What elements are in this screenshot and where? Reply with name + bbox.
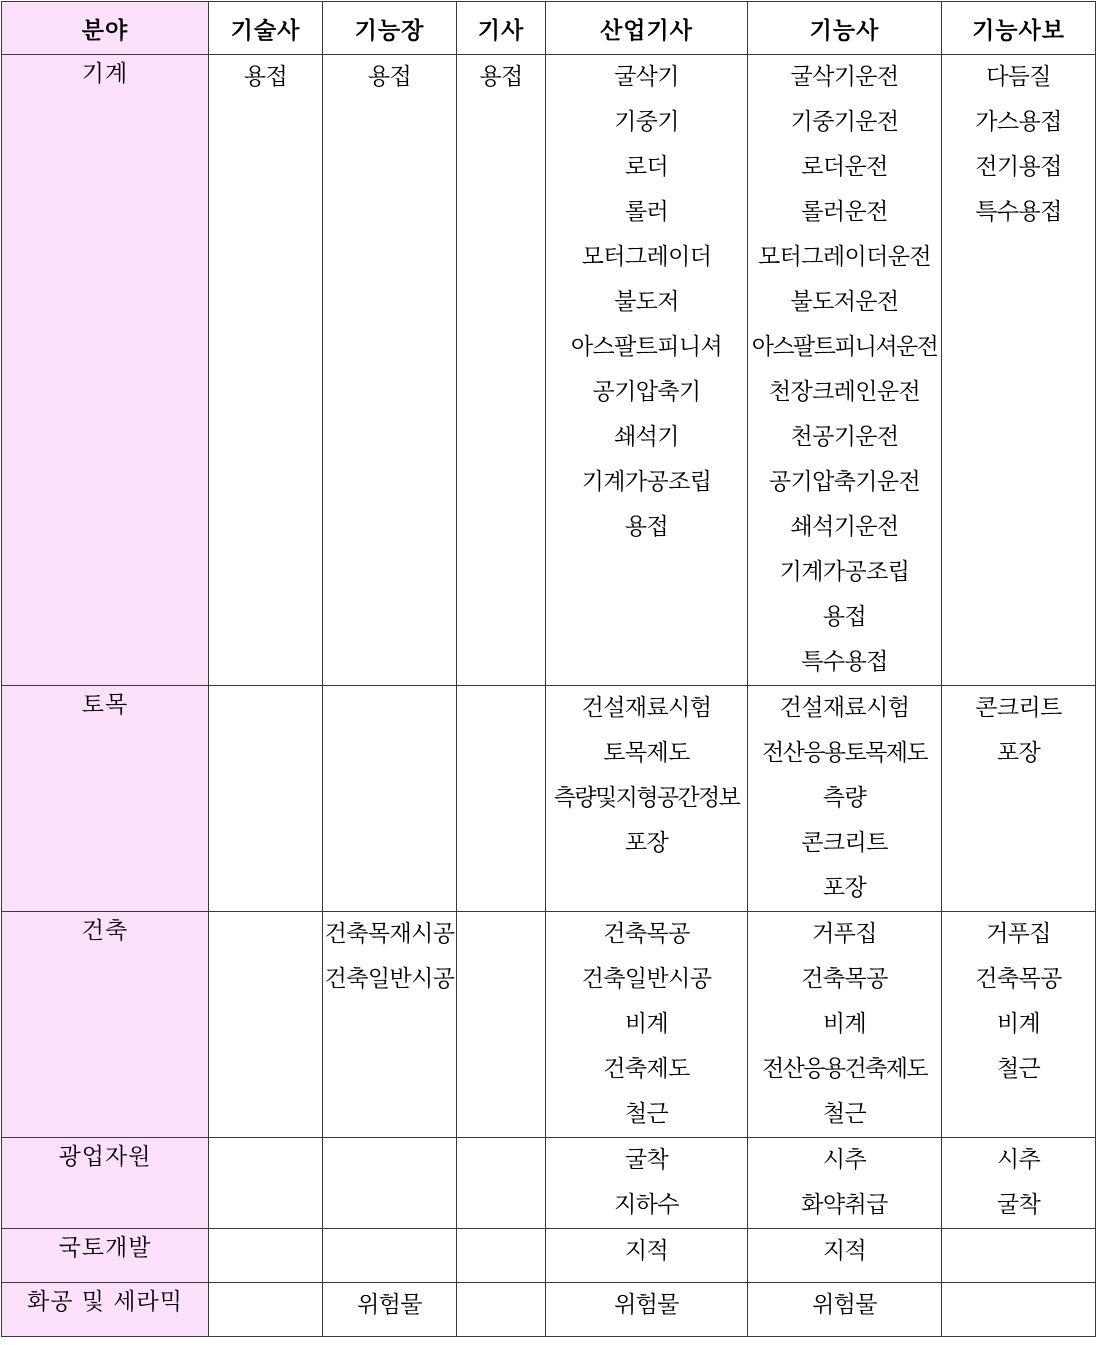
- qualification-item: 시추: [996, 1147, 1041, 1173]
- qualification-item: 공기압축기: [592, 379, 701, 405]
- qualification-item: 굴착: [624, 1147, 669, 1173]
- qualification-item: 비계: [822, 1011, 867, 1037]
- cell-assistant-craftsman: [942, 1229, 1096, 1283]
- qualification-item: 가스용접: [975, 109, 1062, 135]
- qualification-item: 비계: [996, 1011, 1041, 1037]
- qualification-item: 전산응용토목제도: [762, 740, 927, 766]
- header-field: 분야: [2, 2, 209, 55]
- qualification-item: 기계가공조립: [779, 559, 910, 585]
- cell-craftsman: [748, 1138, 942, 1229]
- table-row: [2, 1138, 1096, 1229]
- cell-industrial-engineer: [546, 1283, 748, 1337]
- table-row: [2, 686, 1096, 912]
- cell-master-craftsman: [323, 1229, 457, 1283]
- cell-assistant-craftsman: [942, 1283, 1096, 1337]
- qualification-item: 건축제도: [603, 1056, 690, 1082]
- header-assistant-craftsman: 기능사보: [942, 2, 1096, 55]
- qualification-item: 위험물: [614, 1292, 679, 1318]
- field-cell: 건축: [2, 912, 209, 1138]
- cell-engineer: [457, 912, 546, 1138]
- qualification-item: 거푸집: [986, 921, 1051, 947]
- cell-engineer: [457, 1283, 546, 1337]
- qualification-item: 포장: [624, 830, 669, 856]
- cell-master-craftsman: [323, 912, 457, 1138]
- cell-craftsman: [748, 912, 942, 1138]
- qualification-item: 기중기: [614, 109, 679, 135]
- qualification-item: 위험물: [357, 1292, 422, 1318]
- qualification-item: 콘크리트: [801, 830, 888, 856]
- cell-assistant-craftsman: [942, 55, 1096, 686]
- qualification-item: 토목제도: [603, 740, 690, 766]
- field-cell: 화공 및 세라믹: [2, 1283, 209, 1337]
- qualification-item: 불도저운전: [790, 289, 899, 315]
- header-master-craftsman: 기능장: [323, 2, 457, 55]
- qualification-item: 용접: [624, 514, 669, 540]
- qualification-item: 특수용접: [801, 649, 888, 675]
- table-row: [2, 1283, 1096, 1337]
- header-row: [2, 2, 1096, 55]
- cell-master-craftsman: [323, 1283, 457, 1337]
- cell-assistant-craftsman: [942, 686, 1096, 912]
- cell-engineer: [457, 1138, 546, 1229]
- qualification-item: 모터그레이더운전: [758, 244, 931, 270]
- field-cell: 국토개발: [2, 1229, 209, 1283]
- cell-master-craftsman: [323, 686, 457, 912]
- cell-industrial-engineer: [546, 686, 748, 912]
- qualification-table: [1, 1, 1096, 1337]
- qualification-item: 롤러운전: [801, 199, 888, 225]
- qualification-item: 특수용접: [975, 199, 1062, 225]
- qualification-item: 롤러: [624, 199, 669, 225]
- qualification-item: 굴삭기운전: [790, 64, 899, 90]
- field-cell: 기계: [2, 55, 209, 686]
- cell-professional-engineer: [209, 1283, 323, 1337]
- qualification-item: 비계: [624, 1011, 669, 1037]
- qualification-item: 아스팔트피니셔: [570, 334, 723, 360]
- qualification-item: 굴삭기: [614, 64, 679, 90]
- qualification-item: 포장: [822, 875, 867, 901]
- qualification-item: 콘크리트: [975, 695, 1062, 721]
- cell-industrial-engineer: [546, 1229, 748, 1283]
- qualification-item: 측량: [822, 785, 867, 811]
- qualification-item: 측량및지형공간정보: [553, 785, 740, 811]
- qualification-item: 포장: [996, 740, 1041, 766]
- qualification-item: 용접: [822, 604, 867, 630]
- qualification-item: 건축목공: [801, 966, 888, 992]
- qualification-item: 철근: [822, 1101, 867, 1127]
- header-craftsman: 기능사: [748, 2, 942, 55]
- cell-master-craftsman: [323, 55, 457, 686]
- qualification-item: 천장크레인운전: [768, 379, 921, 405]
- qualification-item: 건설재료시험: [581, 695, 712, 721]
- field-cell: 토목: [2, 686, 209, 912]
- field-cell: 광업자원: [2, 1138, 209, 1229]
- header-professional-engineer: 기술사: [209, 2, 323, 55]
- qualification-item: 용접: [243, 64, 288, 90]
- qualification-item: 건설재료시험: [779, 695, 910, 721]
- cell-assistant-craftsman: [942, 1138, 1096, 1229]
- qualification-item: 용접: [479, 64, 523, 90]
- cell-engineer: [457, 1229, 546, 1283]
- qualification-item: 시추: [822, 1147, 867, 1173]
- cell-master-craftsman: [323, 1138, 457, 1229]
- cell-engineer: [457, 686, 546, 912]
- cell-engineer: [457, 55, 546, 686]
- header-industrial-engineer: 산업기사: [546, 2, 748, 55]
- header-engineer: 기사: [457, 2, 546, 55]
- cell-professional-engineer: [209, 912, 323, 1138]
- cell-professional-engineer: [209, 686, 323, 912]
- qualification-item: 천공기운전: [790, 424, 899, 450]
- cell-professional-engineer: [209, 55, 323, 686]
- qualification-item: 로더: [624, 154, 669, 180]
- qualification-item: 전기용접: [975, 154, 1062, 180]
- qualification-item: 건축목공: [603, 921, 690, 947]
- qualification-item: 지하수: [614, 1192, 679, 1218]
- cell-assistant-craftsman: [942, 912, 1096, 1138]
- qualification-item: 쇄석기운전: [790, 514, 899, 540]
- qualification-item: 철근: [996, 1056, 1041, 1082]
- cell-professional-engineer: [209, 1138, 323, 1229]
- cell-professional-engineer: [209, 1229, 323, 1283]
- qualification-item: 굴착: [996, 1192, 1041, 1218]
- qualification-item: 전산응용건축제도: [762, 1056, 927, 1082]
- cell-craftsman: [748, 1283, 942, 1337]
- table-row: [2, 55, 1096, 686]
- cell-craftsman: [748, 686, 942, 912]
- qualification-item: 로더운전: [801, 154, 888, 180]
- qualification-item: 지적: [822, 1238, 867, 1264]
- qualification-item: 용접: [367, 64, 412, 90]
- qualification-item: 건축목재시공: [324, 921, 455, 947]
- qualification-item: 건축일반시공: [581, 966, 712, 992]
- qualification-item: 거푸집: [812, 921, 877, 947]
- qualification-item: 지적: [624, 1238, 669, 1264]
- qualification-item: 쇄석기: [614, 424, 679, 450]
- qualification-item: 모터그레이더: [581, 244, 712, 270]
- qualification-item: 건축일반시공: [324, 966, 455, 992]
- cell-industrial-engineer: [546, 912, 748, 1138]
- qualification-item: 다듬질: [986, 64, 1051, 90]
- qualification-item: 철근: [624, 1101, 669, 1127]
- cell-industrial-engineer: [546, 1138, 748, 1229]
- cell-craftsman: [748, 55, 942, 686]
- qualification-item: 아스팔트피니셔운전: [751, 334, 938, 360]
- qualification-item: 건축목공: [975, 966, 1062, 992]
- qualification-item: 기계가공조립: [581, 469, 712, 495]
- qualification-item: 공기압축기운전: [768, 469, 921, 495]
- cell-industrial-engineer: [546, 55, 748, 686]
- table-row: [2, 1229, 1096, 1283]
- qualification-item: 기중기운전: [790, 109, 899, 135]
- qualification-item: 화약취급: [801, 1192, 888, 1218]
- cell-craftsman: [748, 1229, 942, 1283]
- qualification-item: 불도저: [614, 289, 679, 315]
- table-row: [2, 912, 1096, 1138]
- qualification-item: 위험물: [812, 1292, 877, 1318]
